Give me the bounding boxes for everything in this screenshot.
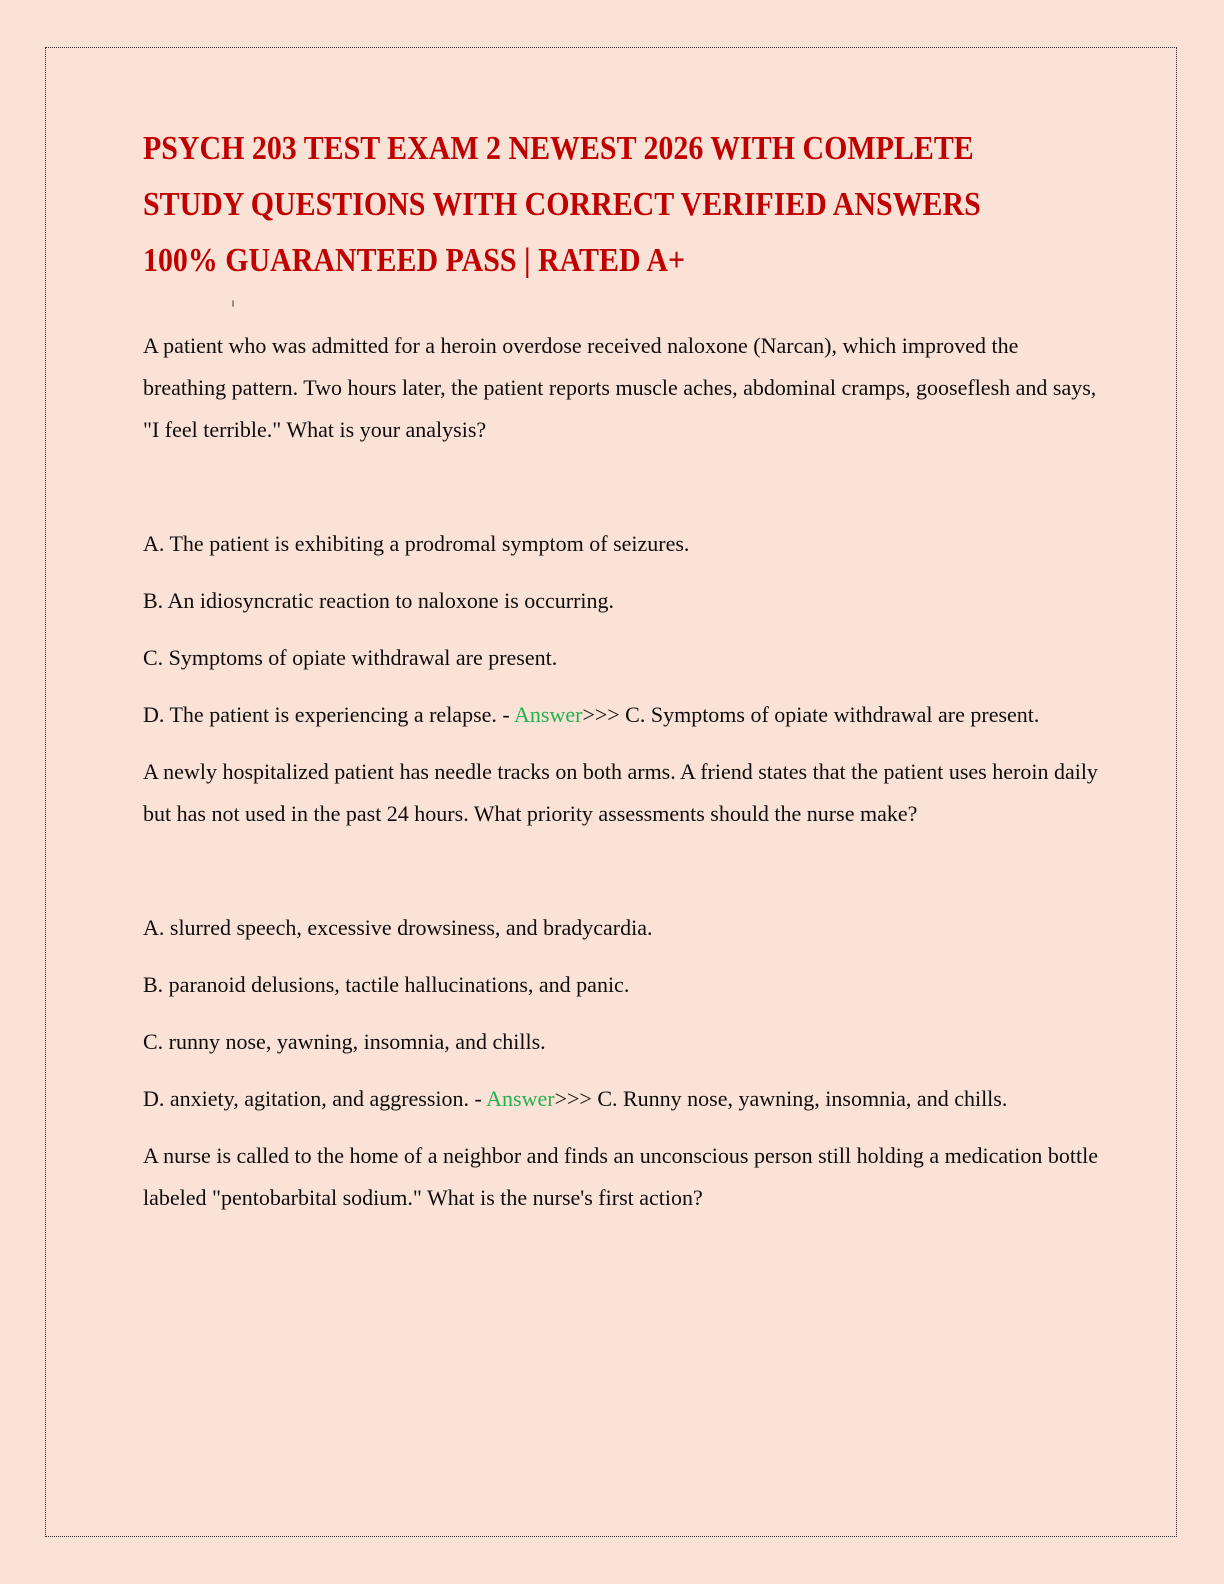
- question-2-option-c: C. runny nose, yawning, insomnia, and chills.: [143, 1029, 546, 1054]
- question-1-option-b: B. An idiosyncratic reaction to naloxone is occurring.: [143, 588, 615, 613]
- document-title: [143, 121, 988, 289]
- question-1-option-d-with-answer: [143, 694, 1103, 736]
- question-2-correct-answer: >>> C. Runny nose, yawning, insomnia, and chills.: [554, 1086, 1008, 1111]
- question-1-option-d: D. The patient is experiencing a relapse. -: [143, 702, 515, 727]
- answer-label: Answer: [486, 1086, 555, 1111]
- question-2-option-a: A. slurred speech, excessive drowsiness, and bradycardia.: [143, 915, 653, 940]
- blank-line: [143, 466, 1103, 508]
- question-2-option-d-with-answer: [143, 1078, 1103, 1120]
- document-content: [143, 0, 1103, 1234]
- blank-line: [143, 850, 1103, 892]
- title-line-2: STUDY QUESTIONS WITH CORRECT VERIFIED ANSWERS: [143, 186, 981, 223]
- title-line-3: 100% GUARANTEED PASS | RATED A+: [143, 242, 686, 279]
- question-1-option-c: C. Symptoms of opiate withdrawal are present.: [143, 645, 558, 670]
- answer-label: Answer: [514, 702, 583, 727]
- question-1-stem: A patient who was admitted for a heroin overdose received naloxone (Narcan), which improved the breathing pattern. Two hours later, the patient reports muscle aches, abdominal cramps, gooseflesh and says, "I feel terrible." What is your analysis?: [143, 333, 1097, 442]
- question-2-option-d: D. anxiety, agitation, and aggression. -: [143, 1086, 487, 1111]
- question-2-option-b: B. paranoid delusions, tactile hallucinations, and panic.: [143, 972, 630, 997]
- question-1-option-a: A. The patient is exhibiting a prodromal symptom of seizures.: [143, 531, 690, 556]
- question-2-stem: A newly hospitalized patient has needle tracks on both arms. A friend states that the patient uses heroin daily but has not used in the past 24 hours. What priority assessments should the nurse make?: [143, 759, 1098, 826]
- question-3-stem: A nurse is called to the home of a neighbor and finds an unconscious person still holding a medication bottle labeled "pentobarbital sodium." What is the nurse's first action?: [143, 1143, 1098, 1210]
- question-1-correct-answer: >>> C. Symptoms of opiate withdrawal are present.: [582, 702, 1040, 727]
- title-line-1: PSYCH 203 TEST EXAM 2 NEWEST 2026 WITH COMPLETE: [143, 130, 974, 167]
